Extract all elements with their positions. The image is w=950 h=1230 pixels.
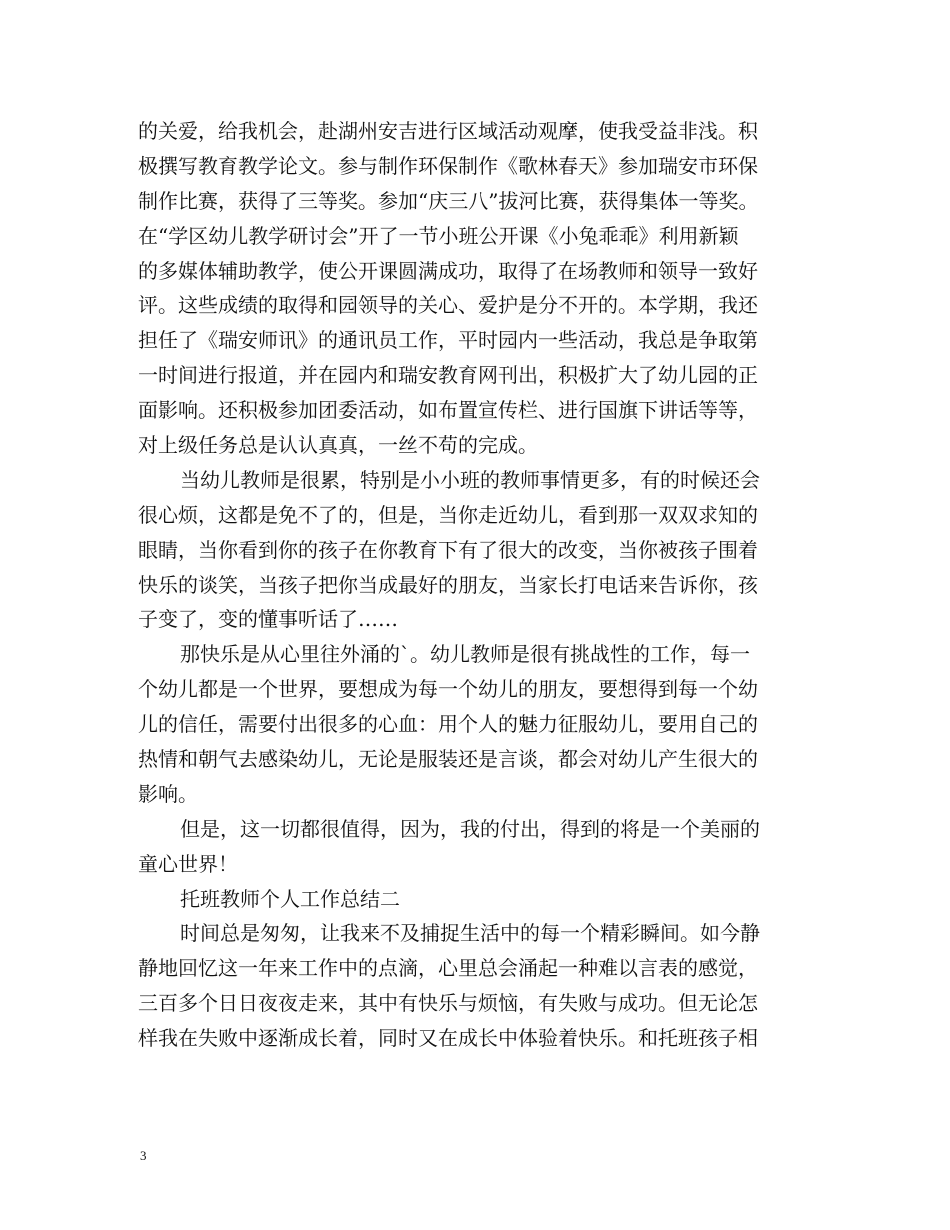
text-line: 制作比赛，获得了三等奖。参加“庆三八”拔河比赛，获得集体一等奖。 — [138, 188, 759, 213]
text-line: 儿的信任，需要付出很多的心血：用个人的魅力征服幼儿，要用自己的 — [138, 712, 758, 737]
paragraph-first-line: 时间总是匆匆，让我来不及捕捉生活中的每一个精彩瞬间。如今静 — [180, 921, 760, 946]
text-line: 面影响。还积极参加团委活动，如布置宣传栏、进行国旗下讲话等等， — [138, 398, 758, 423]
text-line: 的关爱，给我机会，赴湖州安吉进行区域活动观摩，使我受益非浅。积 — [138, 119, 758, 143]
text-line: 快乐的谈笑，当孩子把你当成最好的朋友，当家长打电话来告诉你，孩 — [138, 572, 758, 597]
text-line: 热情和朝气去感染幼儿，无论是服装还是言谈，都会对幼儿产生很大的 — [138, 747, 758, 772]
page-number: 3 — [140, 1148, 147, 1163]
paragraph-first-line: 当幼儿教师是很累，特别是小小班的教师事情更多，有的时候还会 — [180, 467, 760, 492]
text-line: 极撰写教育教学论文。参与制作环保制作《歌林春天》参加瑞安市环保 — [138, 153, 758, 178]
section-heading: 托班教师个人工作总结二 — [180, 886, 400, 911]
text-line: 担任了《瑞安师讯》的通讯员工作，平时园内一些活动，我总是争取第 — [138, 328, 758, 353]
text-line: 样我在失败中逐渐成长着，同时又在成长中体验着快乐。和托班孩子相 — [138, 1026, 758, 1051]
text-line: 在“学区幼儿教学研讨会”开了一节小班公开课《小兔乖乖》利用新颖 — [138, 223, 739, 248]
text-line: 一时间进行报道，并在园内和瑞安教育网刊出，积极扩大了幼儿园的正 — [138, 363, 758, 388]
paragraph-first-line: 那快乐是从心里往外涌的`。幼儿教师是很有挑战性的工作，每一 — [180, 642, 750, 667]
text-line: 个幼儿都是一个世界，要想成为每一个幼儿的朋友，要想得到每一个幼 — [138, 677, 758, 702]
text-line: 静地回忆这一年来工作中的点滴，心里总会涌起一种难以言表的感觉， — [138, 956, 758, 981]
text-line: 子变了，变的懂事听话了…… — [138, 607, 398, 632]
text-line: 评。这些成绩的取得和园领导的关心、爱护是分不开的。本学期，我还 — [138, 293, 758, 318]
paragraph-first-line: 但是，这一切都很值得，因为，我的付出，得到的将是一个美丽的 — [180, 816, 760, 841]
text-line: 童心世界！ — [138, 851, 238, 876]
text-line: 三百多个日日夜夜走来，其中有快乐与烦恼，有失败与成功。但无论怎 — [138, 991, 758, 1016]
text-line: 影响。 — [138, 781, 198, 806]
text-line: 对上级任务总是认认真真，一丝不苟的完成。 — [138, 433, 538, 458]
document-body — [138, 114, 828, 1056]
text-line: 眼睛，当你看到你的孩子在你教育下有了很大的改变，当你被孩子围着 — [138, 537, 758, 562]
text-line: 很心烦，这都是免不了的，但是，当你走近幼儿，看到那一双双求知的 — [138, 502, 758, 527]
text-line: 的多媒体辅助教学，使公开课圆满成功，取得了在场教师和领导一致好 — [138, 258, 758, 283]
